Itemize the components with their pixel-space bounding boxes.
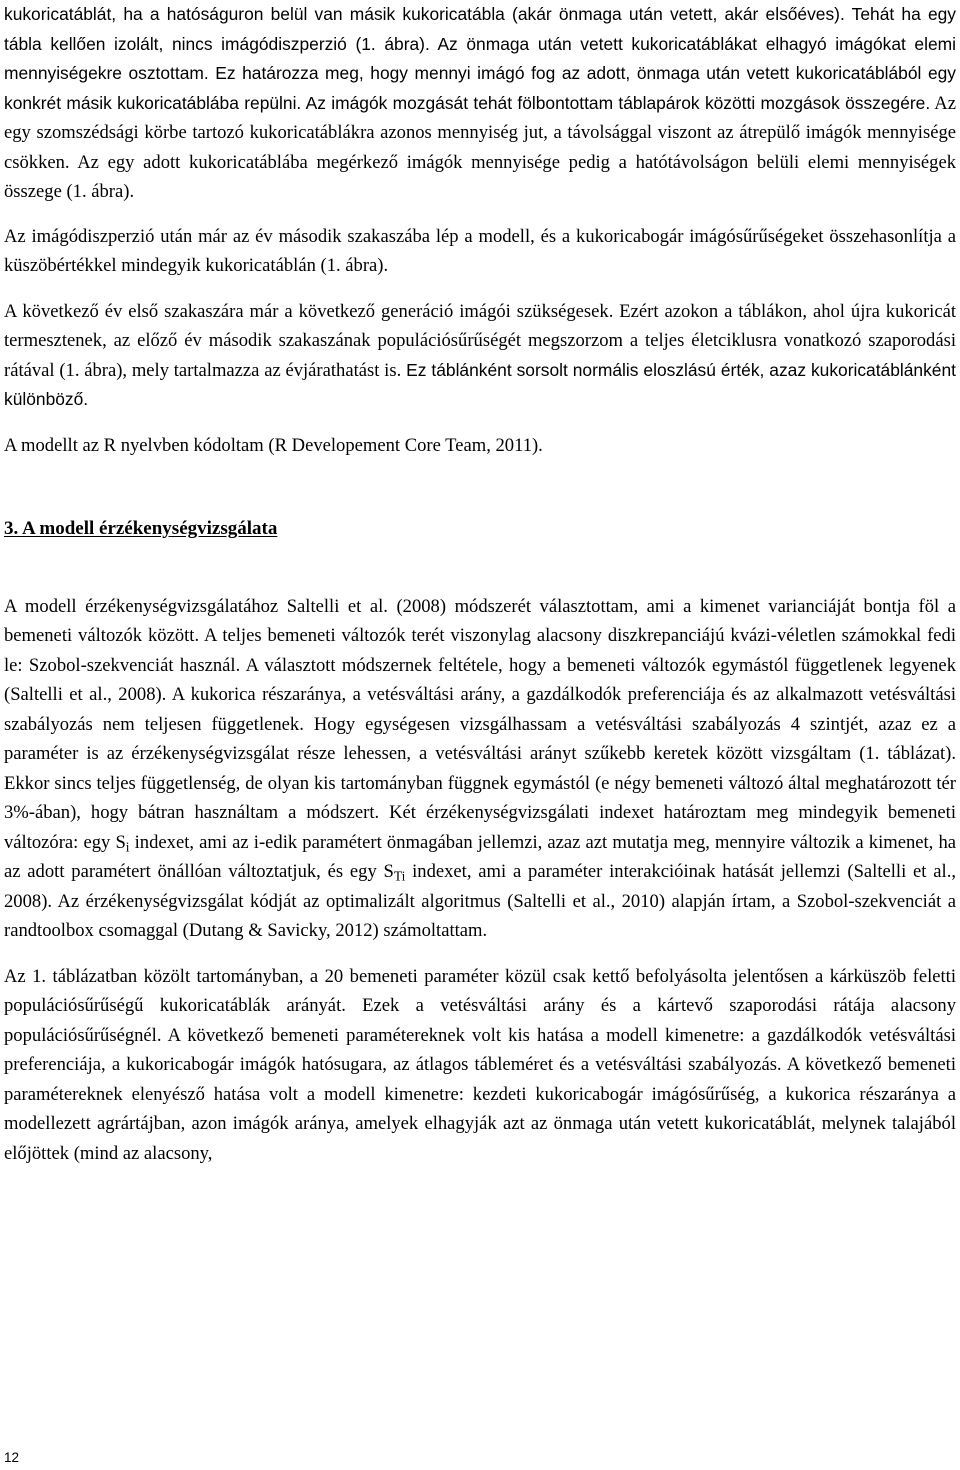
paragraph-run: indexet, ami az i-edik paramétert önmagában jellemzi, azaz azt mutatja meg, mennyire változik a kimenet, ha az adott paramétert önállóan változtatjuk, és egy S	[4, 831, 957, 882]
paragraph-sans-run: kukoricatáblát, ha a hatóságuron belül van másik kukoricatábla (akár önmaga után vetett, akár elsőéves). Tehát ha egy tábla kellően izolált, nincs imágódiszperzió (1. ábra). Az önmaga után vetett kukoricatáblákat elhagyó imágókat elemi mennyiségekre osztottam. Ez határozza meg, hogy mennyi imágó fog az adott, önmaga után vetett kukoricatáblából egy konkrét másik kukoricatáblába repülni. Az imágók mozgását tehát fölbontottam táblapárok közötti mozgások összegére.	[4, 4, 956, 113]
paragraph-serif-run: Az egy szomszédsági körbe tartozó kukoricatáblákra azonos mennyiség jut, a távolsággal viszont az átrepülő imágók mennyisége csökken. Az egy adott kukoricatáblába megérkező imágók mennyisége pedig a hatótávolságon belüli elemi mennyiségek összege (1. ábra).	[4, 92, 956, 202]
paragraph-sensitivity-results: Az 1. táblázatban közölt tartományban, a 20 bemeneti paraméter közül csak kettő befolyásolta jelentősen a kárküszöb feletti populációsűrűségű kukoricatáblák arányát. Ezek a vetésváltási arány és a kártevő szaporodási rátája alacsony populációsűrűségnél. A következő bemeneti paramétereknek volt kis hatása a modell kimenetre: a gazdálkodók vetésváltási preferenciája, a kukoricabogár imágók hatósugara, az átlagos tábleméret és a vetésváltási szabályozás. A következő bemeneti paramétereknek elenyésző hatása volt a modell kimenetre: kezdeti kukoricabogár imágósűrűség, a kukorica részaránya a modellezett agrártájban, azon imágók aránya, amelyek elhagyják azt az önmaga után vetett kukoricatáblát, melynek talajából előjöttek (mind az alacsony,	[4, 965, 956, 1164]
paragraph-r-code: A modellt az R nyelvben kódoltam (R Developement Core Team, 2011).	[4, 434, 543, 456]
paragraph-sans-run: Ez táblánként sorsolt normális eloszlású érték, azaz kukoricatáblánként különböző.	[4, 359, 956, 409]
subscript-ti: Ti	[393, 868, 406, 884]
paragraph-imago-dispersal	[4, 0, 956, 207]
section-heading: 3. A modell érzékenységvizsgálata	[4, 518, 278, 539]
paragraph-threshold-comparison: Az imágódiszperzió után már az év második szakaszába lép a modell, és a kukoricabogár imágósűrűségeket összehasonlítja a küszöbértékkel mindegyik kukoricatáblán (1. ábra).	[4, 225, 956, 276]
page-content	[4, 0, 956, 1168]
paragraph-sensitivity-method	[4, 592, 956, 946]
paragraph-next-generation	[4, 297, 956, 415]
paragraph-run: indexet, ami a paraméter interakcióinak hatását jellemzi (Saltelli et al., 2008). Az érzékenységvizsgálat kódját az optimalizált algoritmus (Saltelli et al., 2010) alapján írtam, a Szobol-szekvenciát a randtoolbox csomaggal (Dutang & Savicky, 2012) számoltattam.	[4, 861, 956, 941]
paragraph-serif-run: A következő év első szakaszára már a következő generáció imágói szükségesek. Ezért azokon a táblákon, ahol újra kukoricát termesztenek, az előző év második szakaszának populációsűrűségét megszorzom a teljes életciklusra vonatkozó szaporodási rátával (1. ábra), mely tartalmazza az évjárathatást is.	[4, 300, 956, 381]
paragraph-run: A modell érzékenységvizsgálatához Saltelli et al. (2008) módszerét választottam, ami a kimenet varianciáját bontja föl a bemeneti változók között. A teljes bemeneti változók terét viszonylag alacsony diszkrepanciájú kvázi-véletlen számokkal fedi le: Szobol-szekvenciát használ. A választott módszernek feltétele, hogy a bemeneti változók egymástól függetlenek legyenek (Saltelli et al., 2008). A kukorica részaránya, a vetésváltási arány, a gazdálkodók preferenciája és az alkalmazott vetésváltási szabályozás nem teljesen függetlenek. Hogy egységesen vizsgálhassam a vetésváltási szabályozás 4 szintjét, azaz ez a paraméter is az érzékenységvizsgálat része lehessen, a vetésváltási arányt szűkebb keretek között vizsgáltam (1. táblázat). Ekkor sincs teljes függetlenség, de olyan kis tartományban függnek egymástól (e négy bemeneti változó által meghatározott tér 3%-ában), hogy bátran használtam a módszert. Két érzékenységvizsgálati indexet határoztam meg mindegyik bemeneti változóra: egy S	[4, 595, 956, 853]
page-number: 12	[4, 1450, 20, 1465]
subscript-i: i	[125, 839, 130, 855]
